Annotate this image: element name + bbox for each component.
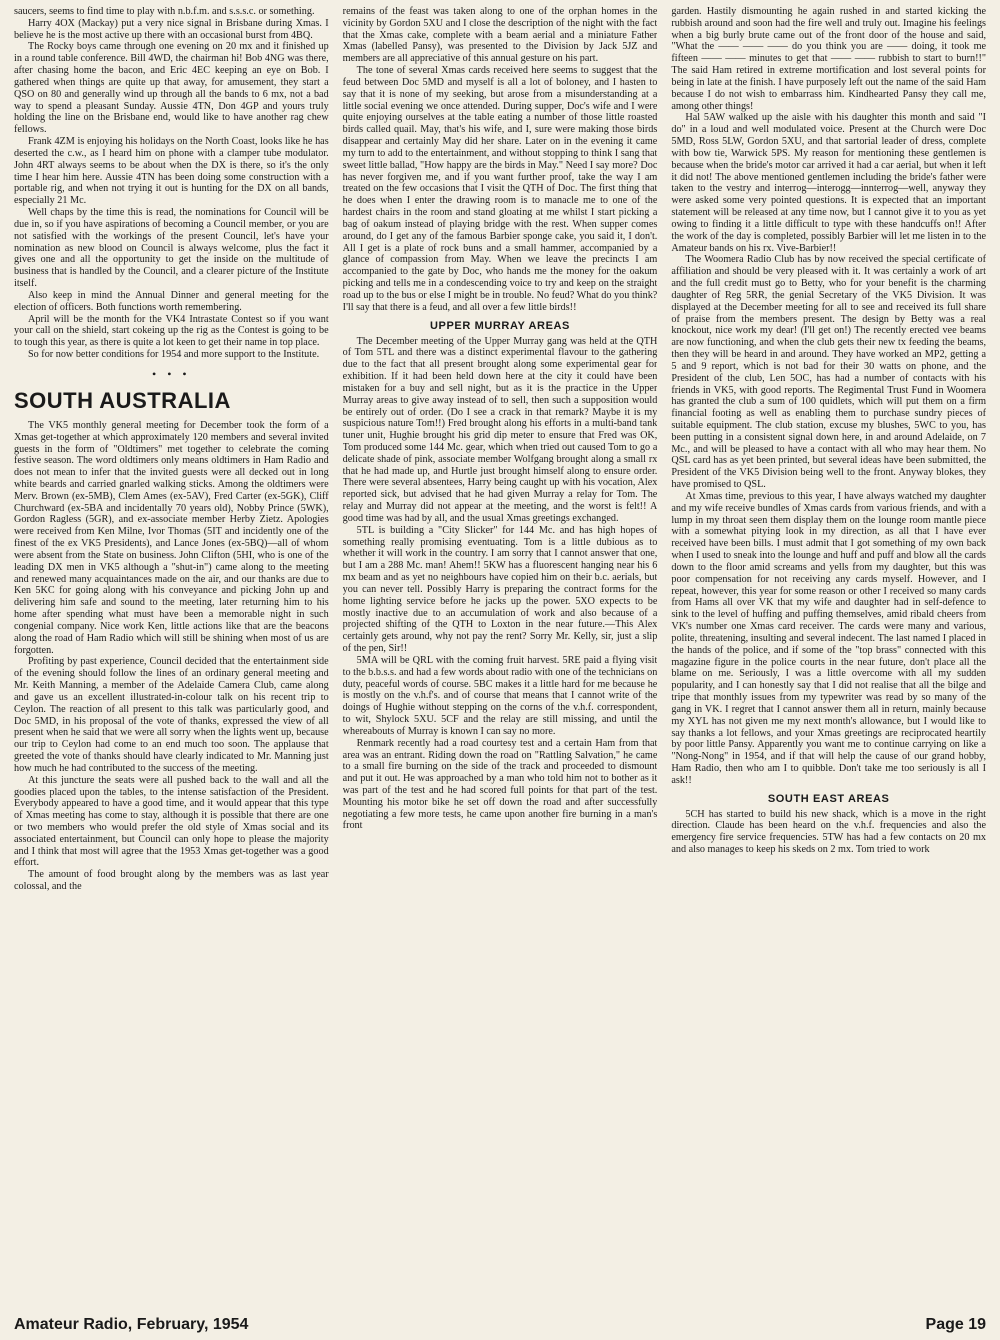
paragraph: The tone of several Xmas cards received here seems to suggest that the feud between Doc 5MD and myself is all a lot of boloney, and I hasten to say that it is none of my seeking, but arose from a misunderstanding at a little social evening we once attended. During supper, Doc's wife and I were quite enjoying ourselves at the table eating a number of those little roasted birds called quail. May, that's his wife, and I, sure were making those birds disappear and certainly May did her share. Later on in the evening it came my turn to add to the entertainment, and without stopping to think I sang that sweet little ballad, "How happy are the birds in May." Need I say more? Doc has never forgiven me, and if you want further proof, take the way I am treated on the few occasions that I visit the QTH of Doc. The first thing that he does when I enter the drawing room is to manacle me to one of the hardest chairs in the room and stand gloating at me whilst I start picking a bag of oakum instead of playing bridge with the rest. When supper comes around, do I get any of the famous Barbier sponge cake, you said it, I don't. All I get is a plate of rock buns and a small hammer, accompanied by a glance of compassion from May. When we leave the precincts I am accompanied to the gate by Doc, who hands me the money for the oakum picking and tells me in a condescending voice to try and keep on the straight road up to the bus or else I might be in trouble. No feud? What do you think? I'll say that there is a feud, and all over a few little birds!! (342, 65, 658, 313)
section-divider: • • • (152, 366, 191, 381)
footer-page-number: Page 19 (925, 1316, 986, 1333)
paragraph: The Woomera Radio Club has by now received the special certificate of affiliation and should be very pleased with it. It was certainly a work of art and the full credit must go to Betty, who for your benefit is the charming daughter of Reg 5RR, the genial Secretary of the VK5 Division. It was displayed at the December meeting for all to see and received its full share of praise from the members present. The design by Betty was a real knockout, nice work my dear! (I'll get on!) The recently erected vee beams are now functioning, and when the club gets their new tx feeding the beams, then they will be heard in and around. They have worked an MP2, getting a 5 and 9 report, which is not bad for their 30 watts on phone, and the President of the club, Len 5OC, has had a number of contacts with his friends in VK5, with good reports. The Regimental Trust Fund in Woomera has granted the club a sum of 100 quidlets, which will put them on a firm financial footing as well as enabling them to purchase sundry pieces of suitable equipment. The club station, excuse my blushes, 5WC to you, has been putting in a consistent signal down here, in and around Adelaide, on 7 Mc., and will be pleased to have a contact with all who may hear them. No QSL card has as yet been printed, but several ideas have been submitted, the President of the VK5 Division being well to the front. Anyway blokes, they have promised to QSL. (671, 254, 987, 491)
page-footer (14, 1294, 986, 1334)
paragraph: At this juncture the seats were all pushed back to the wall and all the goodies placed upon the tables, to the intense satisfaction of the President. Everybody appeared to have a good time, and it would appear that this type of Xmas meeting has come to stay, although it is possible that there are one or two members who would prefer the old style of Xmas social and its associated entertainment, but Council can only hope to please the majority and I think that most will agree that the 1953 Xmas get-together was a good effort. (14, 774, 329, 869)
column-2 (343, 6, 658, 1288)
paragraph: Profiting by past experience, Council decided that the entertainment side of the evening should follow the lines of an ordinary general meeting and Mr. Keith Manning, a member of the Adelaide Camera Club, came along and gave us an excellent illustrated-in-colour talk on his recent trip to Ceylon. The reaction of all present to this talk was particularly good, and Doc 5MD, in his proposal of the vote of thanks, expressed the view of all present when he said that we were all sorry when the lights went up, because our trip to Ceylon had come to an end much too soon. The applause that greeted the vote of thanks should have clearly indicated to Mr. Manning just how much he had contributed to the success of the meeting. (14, 656, 329, 774)
paragraph: saucers, seems to find time to play with n.b.f.m. and s.s.s.c. or something. (14, 6, 315, 17)
paragraph: Well chaps by the time this is read, the nominations for Council will be due in, so if you have aspirations of becoming a Council member, or you are not satisfied with the workings of the present Council, let's have your nomination as new blood on Council is always welcome, plus the fact it gives one and all the opportunity to get the inside on the multitude of business that is handled by the Council, and a clearer picture of the Institute itself. (14, 207, 329, 290)
paragraph: 5TL is building a "City Slicker" for 144 Mc. and has high hopes of something really promising eventuating. Tom is a little dubious as to whether it will work in the country. I am sorry that I cannot answer that one, but I am a 288 Mc. man! Ahem!! 5KW has a fluorescent hanging near his 6 mx beam and as yet no neighbours have copied him on their b.c. aerials, but you can never tell. Possibly Harry is preparing the contract forms for the home lighting service before he jacks up the power. 5XO expects to be mostly inactive due to an accumulation of work and also because of a projected shifting of the QTH to Loxton in the near future.—This Alex certainly gets around, why not pay the rent? Sorry Mr. Kelly, sir, just a slip of the pen, Sir!! (342, 524, 658, 655)
paragraph: So for now better conditions for 1954 and more support to the Institute. (28, 349, 320, 361)
paragraph: The amount of food brought along by the members was as last year colossal, and the (14, 869, 329, 893)
column-3 (671, 6, 986, 1288)
paragraph: At Xmas time, previous to this year, I have always watched my daughter and my wife receive bundles of Xmas cards from various friends, and with a lump in my throat seen them display them on the lounge room mantle piece with a somewhat pitying look in my direction, as all that I have ever received have been bills. I must admit that I got something of my own back when I used to sneak into the lounge and huff and puff and blow all the cards down to the floor amid screams and yells from my daughter, but this was poor compensation for not receiving any cards myself. However, and I repeat, however, this year for some reason or other I received so many cards from Hams all over VK that my wife and daughter had in self-defence to sink to the level of huffing and puffing themselves, amid ribald cheers from VK's number one Xmas card receiver. The cards were many and various, polite, threatening, insulting and several indecent. The last named I placed in the hands of the police, and if some of the "top brass" connected with this magazine figure in the police courts in the near future, don't place all the blame on me. Seriously, I was a little overcome with all my sudden popularity, and I can honestly say that I did not realise that all the bilge and tripe that monthly issues from my typewriter was read by so many of the gang in VK. I regret that I cannot answer them all in return, mainly because my XYL has not given me my next month's allowance, but I would like to say thanks a lot fellows, and your Xmas greetings are reciprocated heartily by poor little Pansy. Apparently you want me to continue carrying on like a "Nong-Nong" in 1954, and if that will help the cause of our grand hobby, Ham Radio, then who am I to quibble. Don't take me too seriously is all I ask!! (671, 490, 987, 786)
paragraph: April will be the month for the VK4 Intrastate Contest so if you want your call on the shield, start cokeing up the rig as the Contest is going to be to tough this year, as there is quite a lot keen to get their name in top place. (14, 313, 329, 349)
paragraph: The Rocky boys came through one evening on 20 mx and it finished up in a round table conference. Bill 4WD, the chairman hi! Bob 4NG was there, after chasing home the bacon, and Eric 4EC keeping an eye on Bob. I gathered when things are quite up that away, for amusement, they start a QSO on 80 and generally wind up through all the bands to 6 mx, not a bad way to spend a pleasant Sunday. Aussie 4TN, Don 4GP and yours truly holding the line on the Brisbane end, would like to have another rag chew fellows. (14, 41, 329, 136)
paragraph: Also keep in mind the Annual Dinner and general meeting for the election of officers. Both functions worth remembering. (14, 289, 329, 313)
paragraph: garden. Hastily dismounting he again rushed in and started kicking the rubbish around and soon had the fire well and truly out. Imagine his feelings when a big burly brute came out of the front door of the house and said, "What the —— —— —— do you think you are —— doing, it took me fifteen —— —— minutes to get that —— —— rubbish to start to burn!!" The said Ham retired in extreme mortification and lost several points for being in late at the finish. I have purposely left out the name of the said Ham because I do not wish to embarrass him. Kindhearted Pansy they call me, among other things! (671, 6, 987, 112)
paragraph: remains of the feast was taken along to one of the orphan homes in the vicinity by Gordon 5XU and I close the description of the night with the fact that the Xmas cake, complete with a beam aerial and a miniature Father Xmas (labelled Pansy), was presented to the Division by Jack 5JZ and members are all appreciative of this annual gesture on his part. (342, 6, 658, 65)
paragraph: Hal 5AW walked up the aisle with his daughter this month and said "I do" in a loud and well modulated voice. Present at the Church were Doc 5MD, Ross 5LW, Gordon 5XU, and that sartorial leader of dress, complete with bow tie, Warwick 5PS. My reason for mentioning these gentlemen is because when the bride's motor car arrived it had a car aerial, but when it left it did not! The above mentioned gentlemen including the bride's father were taken to the vestry and interrog—interogg—innterrog—well, anyway they were asked some very pointed questions. It is expected that an important statement will be released at any time now, but I cannot give it to you as yet owing to finding it a little difficult to type with these handcuffs on!! After the work of the day is completed, possibly Barbier will let me listen in to the Amateur bands on his rx. Vive-Barbier!! (671, 112, 987, 254)
footer-publication: Amateur Radio, February, 1954 (14, 1316, 249, 1333)
paragraph: The VK5 monthly general meeting for December took the form of a Xmas get-together at which approximately 120 members and several invited guests in the form of "Oldtimers" met together to celebrate the coming festive season. The word oldtimers only means oldtimers in Ham Radio and does not mean to infer that the invited guests were all decked out in long white beards and carried gnarled walking sticks. Among the oldtimers were Merv. Brown (ex-5MB), Clem Ames (ex-5AV), Fred Carter (ex-5GK), Cliff Churchward (ex-5BA and incidentally 70 years old), Nobby Prince (5WK), Gordon Ragless (5GR), and ex-associate member Herby Zietz. Apologies were received from Ken Milne, Ivor Thomas (5IT and incidently one of the finest of the ex VK5 Presidents), and Lance Jones (ex-5BQ)—all of whom were absent from the State on business. John Clifton (5HI, who is one of the leading DX men in VK5 although a "shut-in") came along to the meeting and renewed many acquaintances made on the air, and our thanks are due to Ken 5KC for going along with his conveyance and picking John up and delivering him safe and sound to the meeting, later returning him to his home after spending what must have been a memorable night in such congenial company. Nice work Ken, little actions like that are the beacons along the road of Ham Radio which will still be shining when most of us are forgotten. (14, 419, 329, 656)
subsection-heading: SOUTH EAST AREAS (767, 792, 890, 805)
subsection-heading: UPPER MURRAY AREAS (430, 319, 570, 332)
section-heading: SOUTH AUSTRALIA (14, 387, 231, 413)
paragraph: 5CH has started to build his new shack, which is a move in the right direction. Claude has been heard on the v.h.f. frequencies and also the emergency fire service frequencies. 5TW has had a few contacts on 20 mx and also manages to keep his skeds on 2 mx. Tom tried to work (671, 808, 987, 856)
paragraph: 5MA will be QRL with the coming fruit harvest. 5RE paid a flying visit to the b.b.s.s. and had a few words about radio with one of the technicians on duty, peaceful words of course. 5BC makes it a little hard for me because he is mostly on the v.h.f's. and of course that means that I cannot write of the doings of Hughie without stepping on the corns of the v.h.f. correspondent, to wit, Shylock 5XU. 5CF and the relay are still missing, and until the whereabouts of Murray is known I can say no more. (342, 654, 658, 737)
paragraph: Renmark recently had a road courtesy test and a certain Ham from that area was an entrant. Riding down the road on "Rattling Salvation," he came to a small fire burning on the side of the track and proceeded to dismount and put it out. He was approached by a man who told him not to bother as it was part of the test and he had scored full points for that part of the test. Mounting his motor bike he set off down the road and after successfully negotiating a few more tests, he came upon another fire burning in a man's front (342, 737, 658, 832)
article-columns (14, 6, 986, 1288)
column-1 (14, 6, 329, 1288)
paragraph: The December meeting of the Upper Murray gang was held at the QTH of Tom 5TL and there was a distinct experimental flavour to the gathering due to the fact that all present brought along some experimental gear for exhibition. If it had been held down here at the city it could have been mistaken for a buy and sell night, but as it is the practice in the Upper Murray areas to give away instead of to sell, then such a supposition would be entirely out of order. (Do I see a crack in that remark? Maybe it is my suspicious nature Tom!!) Fred brought along his efforts in a multi-band tank tuner unit, Hughie brought his grid dip meter to ensure that Fred was OK, Tom produced some 144 Mc. gear, which when tried out caused Tom to go a delicate shade of pink, associate member Wolfgang brought along a small rx that he had made up, and Hurtle just brought himself along to ensure order. There were several absentees, Harry being caught up with his vocation, Alex reported sick, but advised that he had given Murray a relay for Tom. The relay and Murray did not appear at the meeting, and the worst is felt!! A good time was had by all, and the usual Xmas greetings exchanged. (342, 335, 658, 524)
paragraph: Harry 4OX (Mackay) put a very nice signal in Brisbane during Xmas. I believe he is the most active up there with an occasional burst from 4BQ. (14, 17, 329, 41)
paragraph: Frank 4ZM is enjoying his holidays on the North Coast, looks like he has deserted the c.w., as I heard him on phone with a clamper tube modulator. John 4RT always seems to be about when the DX is there, so it's the only time I hear him here. Aussie 4TN has been doing some construction with a portable rig, and when not trying it out is hunting for the DX on all bands, especially 21 Mc. (14, 136, 329, 207)
